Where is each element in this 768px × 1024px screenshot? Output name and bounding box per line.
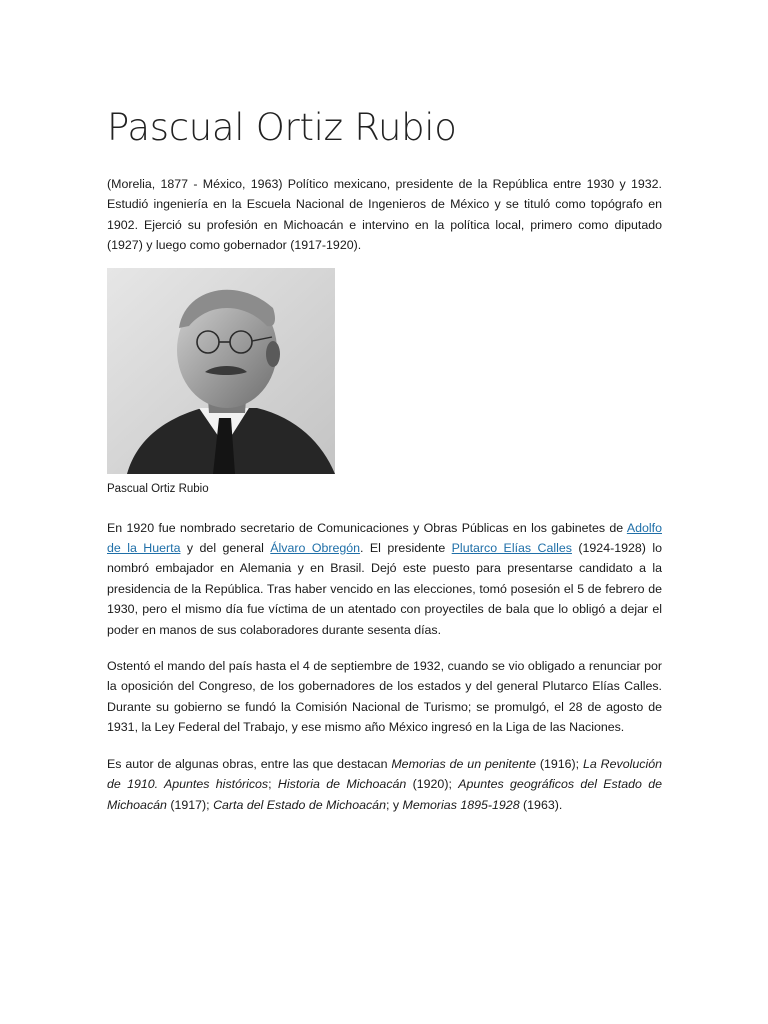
work-title-1: Memorias de un penitente xyxy=(391,756,536,771)
works-text-7: (1963). xyxy=(519,797,563,812)
link-plutarco-elias-calles[interactable]: Plutarco Elías Calles xyxy=(451,541,572,556)
career-text-4: (1924-1928) lo nombró embajador en Alemania y en Brasil. Dejó este puesto para presentarse candidato a la presidencia de la República. Tras haber vencido en las elecciones, tomó posesión el 5 de febrero de 1930, pero el mismo día fue víctima de un atentado con proyectiles de bala que lo obligó a dejar el poder en manos de sus colaboradores durante sesenta días. xyxy=(107,541,662,637)
career-paragraph xyxy=(107,518,662,640)
work-title-4: Apuntes geográficos del Estado de Michoacán xyxy=(107,777,662,812)
link-adolfo-de-la-huerta[interactable]: Adolfo de la Huerta xyxy=(107,520,662,556)
career-text-2: y del general xyxy=(180,541,271,556)
photo-caption: Pascual Ortiz Rubio xyxy=(107,482,209,495)
works-text-5: (1917); xyxy=(166,797,214,812)
work-title-6: Memorias 1895-1928 xyxy=(402,797,520,812)
works-paragraph xyxy=(107,754,662,815)
works-text-3: ; xyxy=(268,777,278,792)
career-text-1: En 1920 fue nombrado secretario de Comunicaciones y Obras Públicas en los gabinetes de xyxy=(107,520,627,535)
works-text-1: Es autor de algunas obras, entre las que destacan xyxy=(107,756,392,771)
works-text-4: (1920); xyxy=(406,777,459,792)
work-title-2: La Revolución de 1910. Apuntes históricos xyxy=(107,756,662,792)
intro-paragraph: (Morelia, 1877 - México, 1963) Político mexicano, presidente de la República entre 1930 y 1932. Estudió ingeniería en la Escuela Nacional de Ingenieros de México y se tituló como topógrafo en 1902. Ejerció su profesión en Michoacán e intervino en la política local, primero como diputado (1927) y luego como gobernador (1917-1920). xyxy=(107,177,662,253)
page-title: Pascual Ortiz Rubio xyxy=(107,106,457,149)
works-text-2: (1916); xyxy=(535,756,584,771)
document-content xyxy=(107,104,662,831)
link-alvaro-obregon[interactable]: Álvaro Obregón xyxy=(270,541,361,556)
portrait-photo xyxy=(107,268,335,474)
government-paragraph: Ostentó el mando del país hasta el 4 de septiembre de 1932, cuando se vio obligado a renunciar por la oposición del Congreso, de los gobernadores de los estados y del general Plutarco Elías Calles. Durante su gobierno se fundó la Comisión Nacional de Turismo; se promulgó, el 28 de agosto de 1931, la Ley Federal del Trabajo, y ese mismo año México ingresó en la Liga de las Naciones. xyxy=(107,659,662,735)
works-text-6: ; y xyxy=(385,797,403,812)
work-title-5: Carta del Estado de Michoacán xyxy=(213,797,386,812)
career-text-3: . El presidente xyxy=(360,541,452,556)
work-title-3: Historia de Michoacán xyxy=(277,777,407,792)
